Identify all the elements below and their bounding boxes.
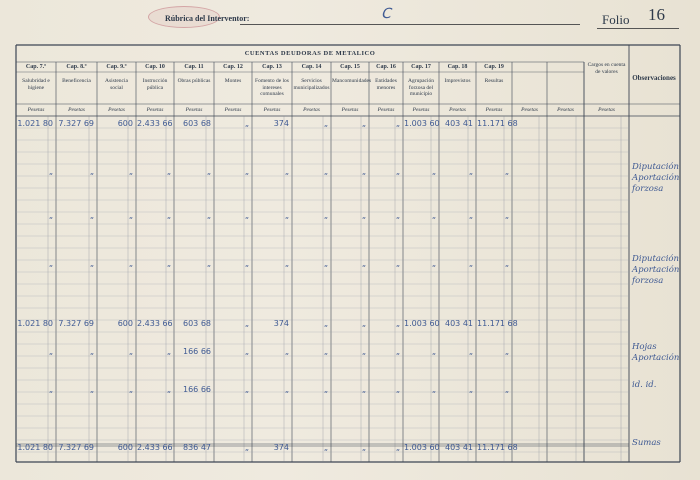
ledger-cell: 1.021 80	[17, 119, 53, 128]
column-unit: Pesetas	[598, 107, 615, 113]
signature-label: Rúbrica del Interventor:	[165, 14, 250, 23]
ledger-cell: „	[206, 167, 211, 176]
ledger-cell: „	[284, 385, 289, 394]
ledger-cell: 1.003 60	[404, 319, 440, 328]
ledger-cell: „	[244, 211, 249, 220]
ledger-cell: „	[361, 385, 366, 394]
ledger-cell: „	[431, 385, 436, 394]
ledger-cell: „	[48, 211, 53, 220]
observaciones-title: Observaciones	[632, 74, 676, 82]
column-cap: Cap. 13	[262, 64, 282, 70]
ledger-cell: „	[504, 347, 509, 356]
ledger-cell: „	[89, 385, 94, 394]
ledger-cell: „	[431, 211, 436, 220]
ledger-cell: 7.327 69	[58, 319, 94, 328]
column-description: Agrupación forzosa del municipio	[408, 78, 434, 97]
column-cap: Cap. 17	[411, 64, 431, 70]
ledger-cell: „	[244, 259, 249, 268]
ledger-cell: 403 41	[445, 443, 473, 452]
ledger-cell: 11.171 68	[477, 119, 518, 128]
ledger-cell: „	[244, 119, 249, 128]
ledger-cell: „	[395, 119, 400, 128]
ledger-cell: „	[284, 347, 289, 356]
ledger-cell: „	[206, 211, 211, 220]
column-cap: Cap. 9.º	[106, 64, 127, 70]
column-description: Imprevistos	[444, 78, 471, 84]
ledger-cell: „	[395, 443, 400, 452]
observation-note: id. id.	[632, 380, 657, 390]
column-description: Asistencia social	[105, 78, 128, 91]
column-unit: Pesetas	[449, 107, 466, 113]
folio-label: Folio	[602, 12, 630, 27]
ledger-cell: „	[166, 211, 171, 220]
ledger-cell: „	[395, 167, 400, 176]
ledger-cell: 2.433 66	[137, 443, 173, 452]
signature-mark: C	[379, 6, 394, 22]
ledger-cell: „	[284, 259, 289, 268]
column-description: Cargos en cuenta de valores	[587, 62, 626, 75]
ledger-cell: 2.433 66	[137, 319, 173, 328]
ledger-cell: „	[244, 385, 249, 394]
ledger-cell: „	[504, 385, 509, 394]
ledger-cell: „	[431, 347, 436, 356]
column-unit: Pesetas	[341, 107, 359, 113]
ledger-cell: 403 41	[445, 319, 473, 328]
ledger-cell: 374	[273, 119, 289, 128]
column-unit: Pesetas	[27, 107, 45, 113]
ledger-cell: „	[361, 347, 366, 356]
ledger-cell: 600	[117, 443, 133, 452]
ledger-cell: 603 68	[183, 119, 211, 128]
column-unit: Pesetas	[412, 107, 430, 113]
column-description: Fomento de los intereses comunales	[255, 78, 289, 97]
ledger-cell: 1.003 60	[404, 119, 440, 128]
ledger-cell: „	[323, 119, 328, 128]
ledger-cell: „	[284, 167, 289, 176]
column-description: Salubridad e higiene	[22, 78, 50, 91]
ledger-cell: „	[395, 211, 400, 220]
ledger-cell: „	[504, 167, 509, 176]
ledger-cell: „	[89, 259, 94, 268]
ledger-cell: 2.433 66	[137, 119, 173, 128]
ledger-cell: „	[89, 167, 94, 176]
column-unit: Pesetas	[68, 107, 85, 113]
ledger-cell: „	[361, 119, 366, 128]
ledger-cell: „	[395, 259, 400, 268]
column-cap: Cap. 8.º	[66, 64, 87, 70]
ledger-cell: „	[504, 211, 509, 220]
ledger-cell: „	[206, 259, 211, 268]
ledger-cell: „	[431, 259, 436, 268]
ledger-cell: „	[395, 347, 400, 356]
column-cap: Cap. 15	[340, 64, 360, 70]
column-description: Beneficencia	[62, 78, 91, 84]
column-cap: Cap. 7.º	[25, 64, 47, 70]
ledger-cell: „	[244, 443, 249, 452]
column-cap: Cap. 19	[484, 64, 504, 70]
ledger-cell: „	[89, 211, 94, 220]
column-cap: Cap. 10	[145, 64, 165, 70]
ledger-cell: „	[504, 259, 509, 268]
column-description: Montes	[224, 78, 242, 84]
column-description: Obras públicas	[177, 78, 211, 84]
ledger-cell: „	[48, 385, 53, 394]
ledger-cell: „	[395, 319, 400, 328]
column-cap: Cap. 18	[447, 64, 468, 70]
ledger-cell: „	[128, 259, 133, 268]
column-unit: Pesetas	[485, 107, 503, 113]
ledger-cell: 7.327 69	[58, 443, 94, 452]
ledger-cell: „	[468, 211, 473, 220]
ledger-cell: 600	[117, 119, 133, 128]
observation-note: Sumas	[632, 438, 661, 448]
ledger-cell: „	[48, 347, 53, 356]
column-unit: Pesetas	[224, 107, 242, 113]
observation-note: Diputación Aportación forzosa	[632, 162, 680, 194]
ledger-cell: 374	[273, 443, 289, 452]
ledger-cell: „	[128, 211, 133, 220]
ledger-cell: „	[323, 385, 328, 394]
ledger-cell: „	[468, 259, 473, 268]
ledger-cell: „	[395, 385, 400, 394]
ledger-cell: 836 47	[183, 443, 211, 452]
column-unit: Pesetas	[108, 107, 125, 113]
ledger-cell: „	[361, 443, 366, 452]
ledger-cell: „	[361, 167, 366, 176]
ledger-cell: „	[48, 259, 53, 268]
ledger-cell: „	[284, 211, 289, 220]
ledger-cell: 1.003 60	[404, 443, 440, 452]
ledger-cell: „	[244, 319, 249, 328]
ledger-cell: 600	[117, 319, 133, 328]
ledger-cell: „	[48, 167, 53, 176]
ledger-cell: „	[468, 167, 473, 176]
ledger-cell: „	[323, 167, 328, 176]
ledger-cell: 374	[273, 319, 289, 328]
ledger-cell: „	[323, 319, 328, 328]
ledger-cell: 166 66	[183, 347, 211, 356]
ledger-cell: „	[361, 259, 366, 268]
section-title: CUENTAS DEUDORAS DE METALICO	[244, 50, 376, 57]
column-cap: Cap. 12	[223, 64, 243, 70]
folio-number: 16	[648, 5, 665, 24]
ledger-cell: 403 41	[445, 119, 473, 128]
observation-note: Diputación Aportación forzosa	[632, 254, 680, 286]
ledger-cell: „	[128, 167, 133, 176]
ledger-cell: 166 66	[183, 385, 211, 394]
ledger-cell: 1.021 80	[17, 319, 53, 328]
column-cap: Cap. 14	[301, 64, 322, 70]
column-unit: Pesetas	[303, 107, 320, 113]
ledger-cell: „	[244, 167, 249, 176]
ledger-cell: „	[361, 319, 366, 328]
ledger-cell: „	[323, 347, 328, 356]
ledger-cell: „	[323, 443, 328, 452]
ledger-cell: „	[323, 211, 328, 220]
column-cap: Cap. 11	[184, 64, 204, 70]
column-unit: Pesetas	[263, 107, 281, 113]
ledger-cell: „	[128, 385, 133, 394]
column-description: Mancomunidades	[332, 78, 372, 84]
column-unit: Pesetas	[521, 107, 538, 113]
column-unit: Pesetas	[557, 107, 574, 113]
ledger-cell: 7.327 69	[58, 119, 94, 128]
ledger-cell: „	[166, 259, 171, 268]
ledger-cell: „	[323, 259, 328, 268]
ledger-cell: „	[128, 347, 133, 356]
column-unit: Pesetas	[377, 107, 395, 113]
column-description: Resultas	[484, 78, 504, 84]
ledger-cell: 1.021 80	[17, 443, 53, 452]
column-description: Servicios municipalizados	[293, 78, 330, 91]
ledger-cell: „	[166, 385, 171, 394]
ledger-cell: „	[468, 385, 473, 394]
observation-note: Hojas Aportación	[632, 342, 680, 363]
ledger-cell: „	[89, 347, 94, 356]
ledger-cell: 11.171 68	[477, 319, 518, 328]
column-cap: Cap. 16	[376, 64, 396, 70]
ledger-cell: „	[468, 347, 473, 356]
column-description: Entidades menores	[375, 78, 397, 91]
ledger-cell: 603 68	[183, 319, 211, 328]
ledger-cell: „	[166, 167, 171, 176]
column-unit: Pesetas	[146, 107, 164, 113]
column-description: Instrucción pública	[142, 78, 168, 91]
ledger-cell: „	[244, 347, 249, 356]
column-unit: Pesetas	[185, 107, 203, 113]
ledger-cell: „	[361, 211, 366, 220]
ledger-cell: „	[166, 347, 171, 356]
ledger-cell: „	[431, 167, 436, 176]
ledger-cell: 11.171 68	[477, 443, 518, 452]
